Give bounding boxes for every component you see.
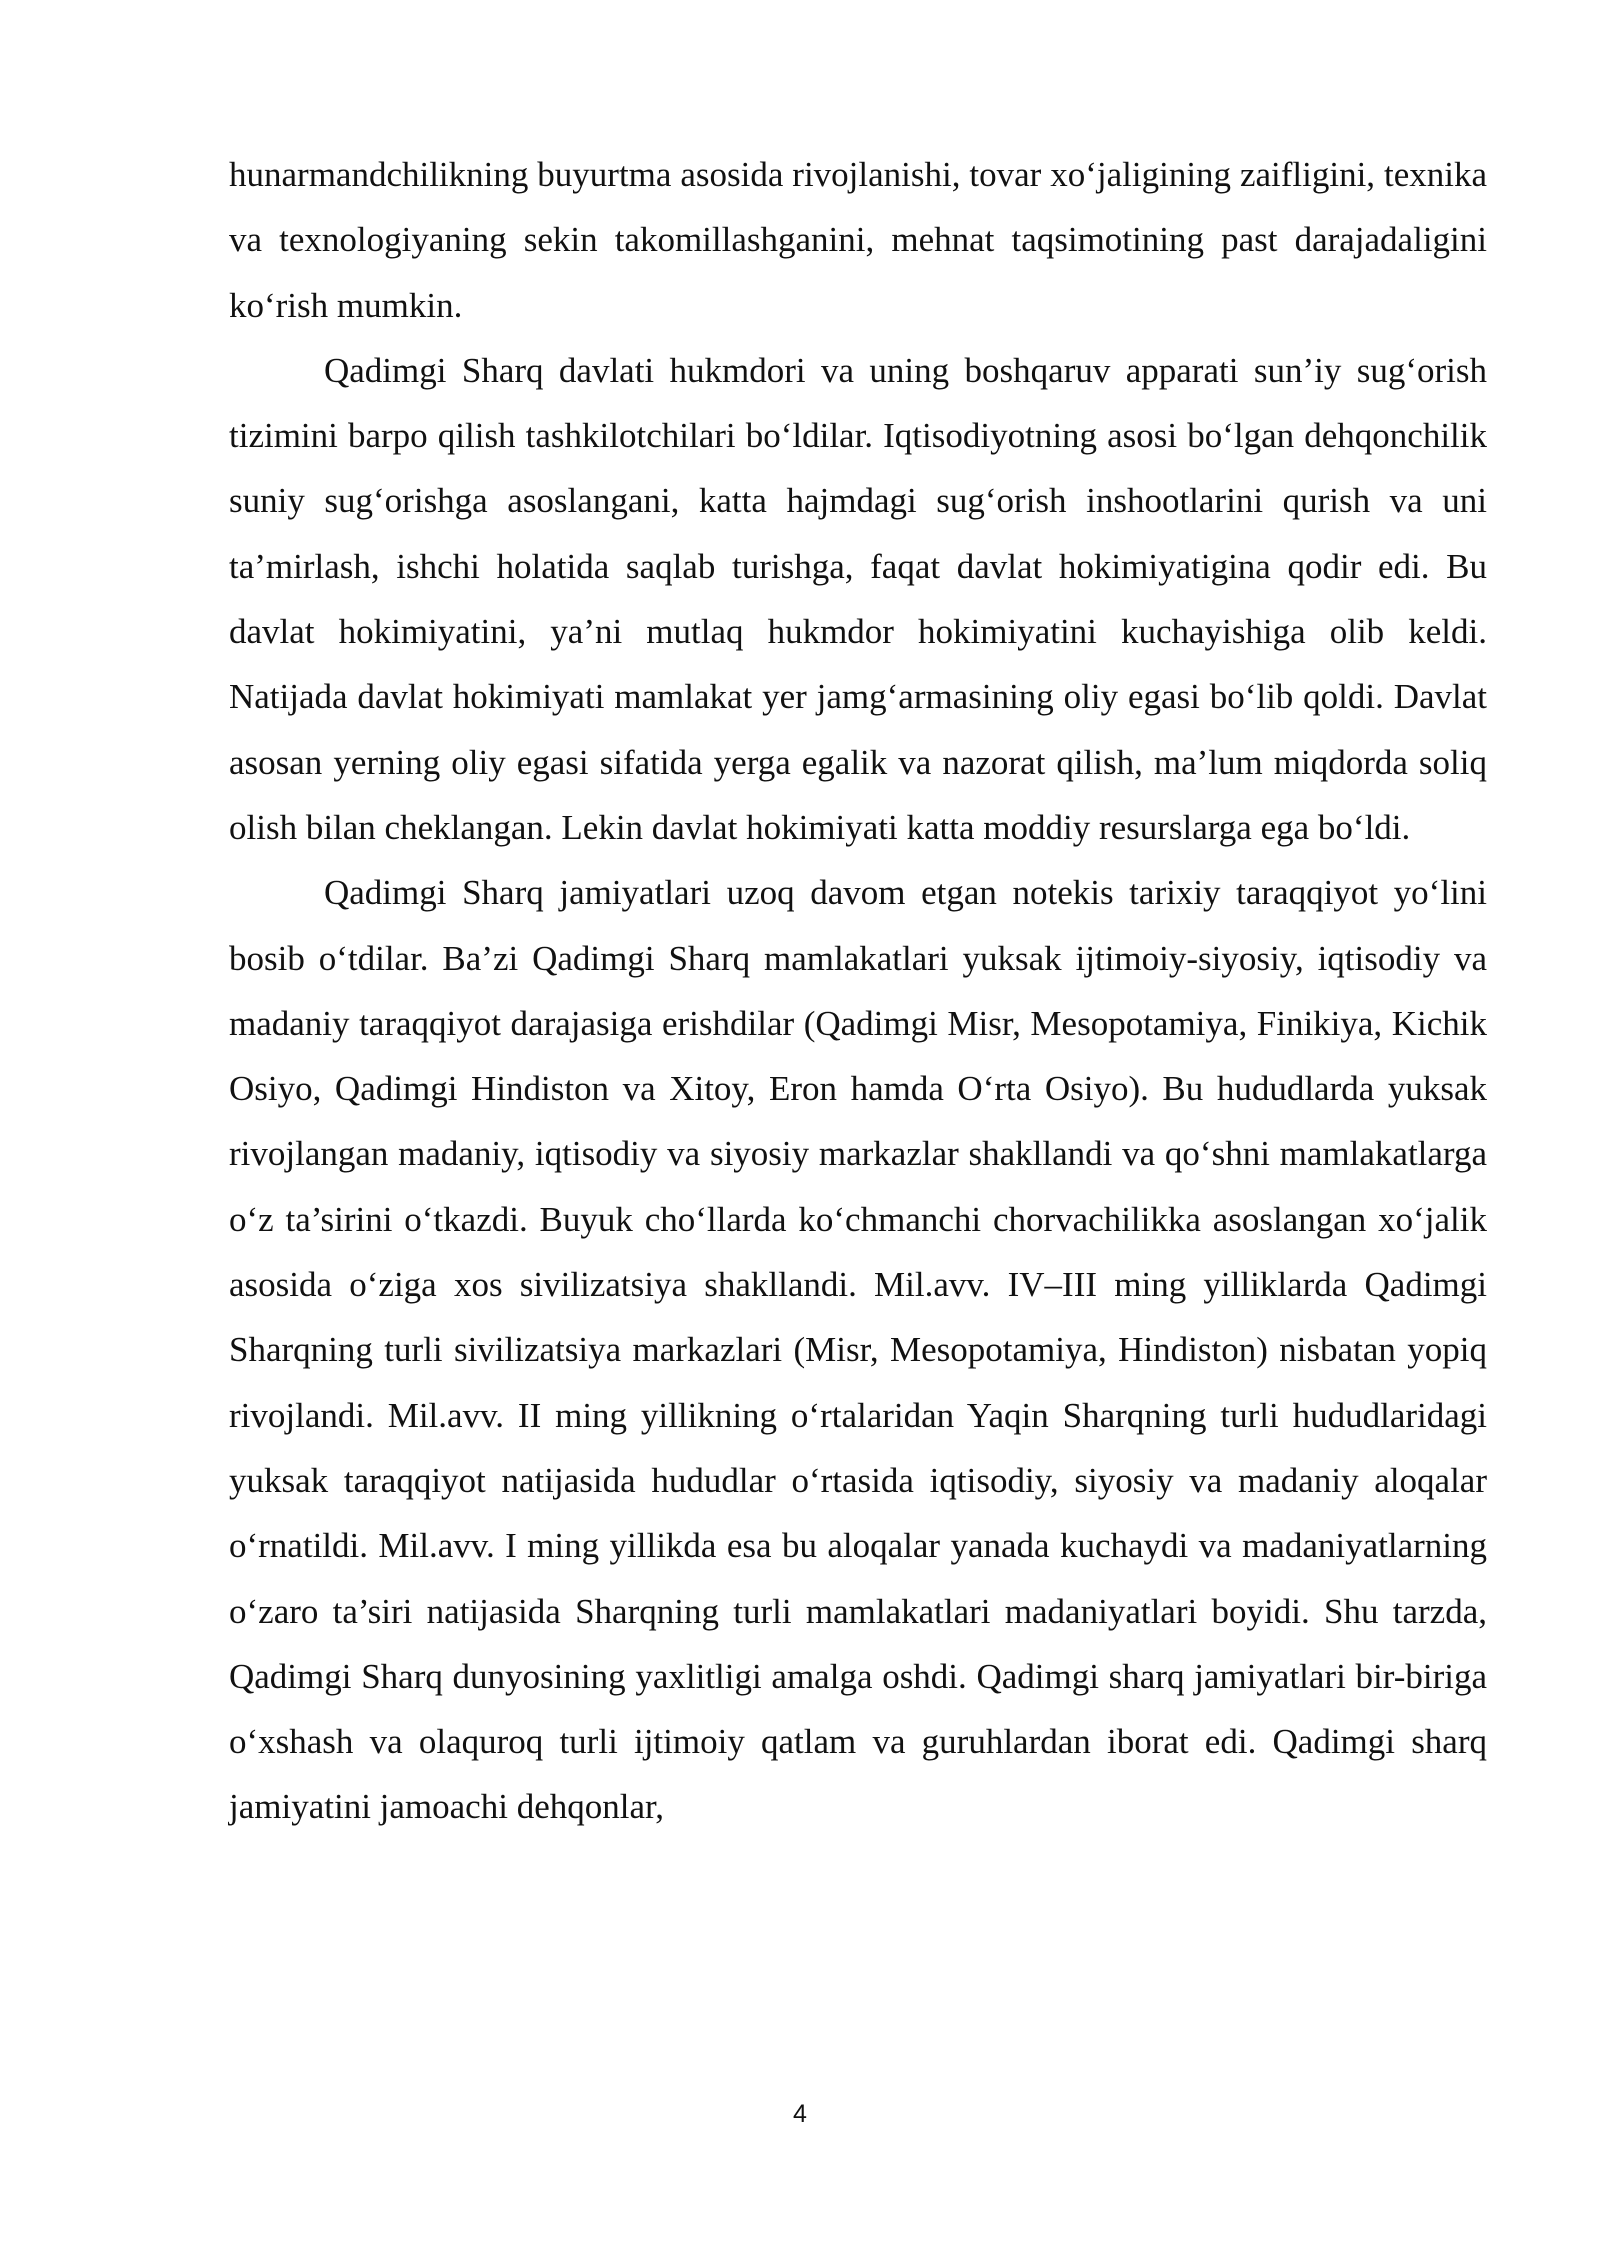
paragraph-sharq-jamiyatlari: Qadimgi Sharq jamiyatlari uzoq davom etgan notekis tarixiy taraqqiyot yo‘lini bosib o‘tdilar. Ba’zi Qadimgi Sharq mamlakatlari yuksak ijtimoiy-siyosiy, iqtisodiy va madaniy taraqqiyot darajasiga erishdilar (Qadimgi Misr, Mesopotamiya, Finikiya, Kichik Osiyo, Qadimgi Hindiston va Xitoy, Eron hamda O‘rta Osiyo). Bu hududlarda yuksak rivojlangan madaniy, iqtisodiy va siyosiy markazlar shakllandi va qo‘shni mamlakatlarga o‘z ta’sirini o‘tkazdi. Buyuk cho‘llarda ko‘chmanchi chorvachilikka asoslangan xo‘jalik asosida o‘ziga xos sivilizatsiya shakllandi. Mil.avv. IV–III ming yilliklarda Qadimgi Sharqning turli sivilizatsiya markazlari (Misr, Mesopotamiya, Hindiston) nisbatan yopiq rivojlandi. Mil.avv. II ming yillikning o‘rtalaridan Yaqin Sharqning turli hududlaridagi yuksak taraqqiyot natijasida hududlar o‘rtasida iqtisodiy, siyosiy va madaniy aloqalar o‘rnatildi. Mil.avv. I ming yillikda esa bu aloqalar yanada kuchaydi va madaniyatlarning o‘zaro ta’siri natijasida Sharqning turli mamlakatlari madaniyatlari boyidi. Shu tarzda, Qadimgi Sharq dunyosining yaxlitligi amalga oshdi. Qadimgi sharq jamiyatlari bir-biriga o‘xshash va olaquroq turli ijtimoiy qatlam va guruhlardan iborat edi. Qadimgi sharq jamiyatini jamoachi dehqonlar, xyxy=(229,873,1487,1827)
document-body xyxy=(229,142,1487,1840)
page-number: 4 xyxy=(793,2100,807,2128)
paragraph-sharq-davlati: Qadimgi Sharq davlati hukmdori va uning boshqaruv apparati sun’iy sug‘orish tizimini barpo qilish tashkilotchilari bo‘ldilar. Iqtisodiyotning asosi bo‘lgan dehqonchilik suniy sug‘orishga asoslangani, katta hajmdagi sug‘orish inshootlarini qurish va uni ta’mirlash, ishchi holatida saqlab turishga, faqat davlat hokimiyatigina qodir edi. Bu davlat hokimiyatini, ya’ni mutlaq hukmdor hokimiyatini kuchayishiga olib keldi. Natijada davlat hokimiyati mamlakat yer jamg‘armasining oliy egasi bo‘lib qoldi. Davlat asosan yerning oliy egasi sifatida yerga egalik va nazorat qilish, ma’lum miqdorda soliq olish bilan cheklangan. Lekin davlat hokimiyati katta moddiy resurslarga ega bo‘ldi. xyxy=(229,350,1487,847)
paragraph-continuation: hunarmandchilikning buyurtma asosida rivojlanishi, tovar xo‘jaligining zaifligini, texnika va texnologiyaning sekin takomillashganini, mehnat taqsimotining past darajadaligini ko‘rish mumkin. xyxy=(229,155,1487,325)
